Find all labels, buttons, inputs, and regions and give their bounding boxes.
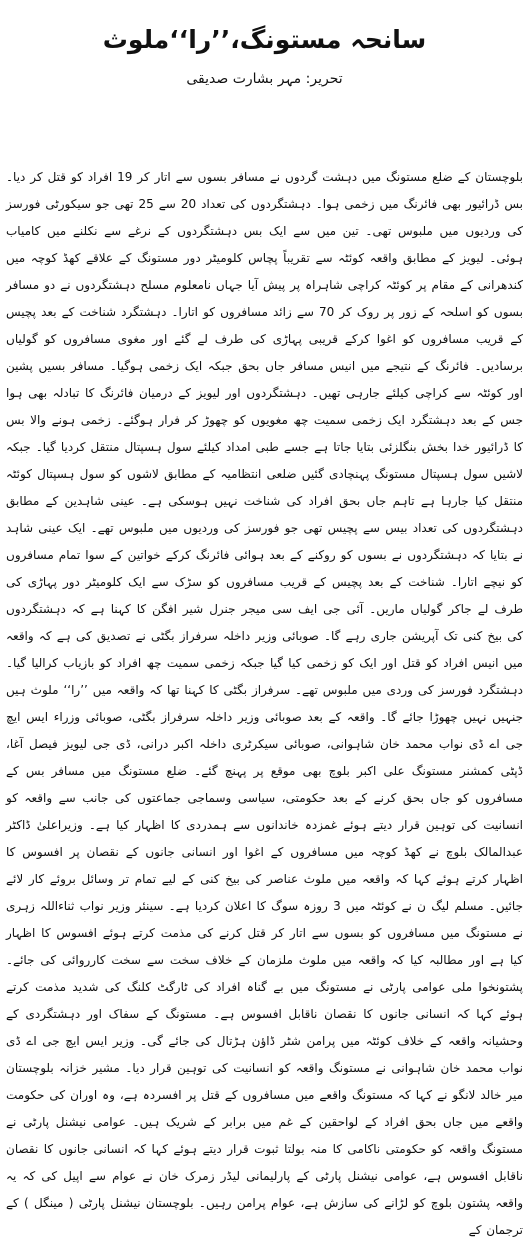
article-body (6, 164, 523, 1244)
article-headline: سانحہ مستونگ،’’را‘‘ملوث (102, 25, 427, 54)
article-byline: تحریر: مہر بشارت صدیقی (186, 71, 343, 87)
article-paragraph: بلوچستان کے ضلع مستونگ میں دہشت گردوں نے مسافر بسوں سے اتار کر 19 افراد کو قتل کر دیا۔ بس ڈرائیور بھی فائرنگ میں زخمی ہوا۔ دہشتگردوں کی تعداد 20 سے 25 تھی جو سیکورٹی فورسز کی وردیوں میں ملبوس تھی۔ تین میں سے ایک بس دہشتگردوں کے نرغے سے نکلنے میں کامیاب ہوئی۔ لیویز کے مطابق واقعہ کوئٹہ سے تقریباً پچاس کلومیٹر دور مستونگ کے علاقے کھڈ کوچہ میں کندھرانی کے مقام پر کوئٹہ کراچی شاہراہ پر پیش آیا جہاں نامعلوم مسلح دہشتگردوں نے دو مسافر بسوں کو اسلحہ کے زور پر روک کر 70 سے زائد مسافروں کو اتارا۔ دہشتگرد شناخت کے بعد پچیس کے قریب مسافروں کو اغوا کرکے قریبی پہاڑی کی طرف لے گئے اور مغوی مسافروں کو گولیاں برسادیں۔ فائرنگ کے نتیجے میں انیس مسافر جاں بحق جبکہ ایک زخمی ہوگیا۔ مسافر بسیں پشین اور کوئٹہ سے کراچی کیلئے جارہی تھیں۔ دہشتگردوں اور لیویز کے درمیان فائرنگ کا تبادلہ بھی ہوا جس کے بعد دہشتگرد ایک زخمی سمیت چھ مغویوں کو چھوڑ کر فرار ہوگئے۔ زخمی ہونے والا بس کا ڈرائیور خدا بخش بنگلزئی بتایا جاتا ہے جسے طبی امداد کیلئے سول ہسپتال منتقل کردیا گیا۔ جبکہ لاشیں سول ہسپتال مستونگ پہنچادی گئیں ضلعی انتظامیہ کے مطابق لاشوں کو سول ہسپتال کوئٹہ منتقل کیا جارہا ہے تاہم جاں بحق افراد کی شناخت نہیں ہوسکی ہے۔ عینی شاہدین کے مطابق دہشتگردوں کی تعداد بیس سے پچیس تھی جو فورسز کی وردیوں میں ملبوس تھے۔ ایک عینی شاہد نے بتایا کہ دہشتگردوں نے بسوں کو روکنے کے بعد ہوائی فائرنگ کرکے خواتین کے سوا تمام مسافروں کو نیچے اتارا۔ شناخت کے بعد پچیس کے قریب مسافروں کو سڑک سے ایک کلومیٹر دور پہاڑی کی طرف لے جاکر گولیاں ماریں۔ آئی جی ایف سی میجر جنرل شیر افگن کا کہنا ہے کہ دہشتگردوں کی بیخ کنی تک آپریشن جاری رہے گا۔ صوبائی وزیر داخلہ سرفراز بگٹی نے تصدیق کی ہے کہ واقعہ میں انیس افراد کو قتل اور ایک کو زخمی کیا گیا جبکہ زخمی سمیت چھ افراد کو بازیاب کرالیا گیا۔ دہشتگرد فورسز کی وردی میں ملبوس تھے۔ سرفراز بگٹی کا کہنا تھا کہ واقعہ میں ’’را‘‘ ملوث ہیں جنہیں نہیں چھوڑا جائے گا۔ واقعہ کے بعد صوبائی وزیر داخلہ سرفراز بگٹی، صوبائی وزراء ایس ایچ جی اے ڈی نواب محمد خان شاہوانی، صوبائی سیکرٹری داخلہ اکبر درانی، ڈی جی لیویز فیصل آغا، ڈپٹی کمشنر مستونگ علی اکبر بلوچ بھی موقع پر پہنچ گئے۔ ضلع مستونگ میں مسافر بس کے مسافروں کو جاں بحق کرنے کے بعد حکومتی، سیاسی وسماجی جماعتوں کی جانب سے واقعہ کو انسانیت کی توہین قرار دیتے ہوئے غمزدہ خاندانوں سے ہمدردی کا اظہار کیا ہے۔ وزیراعلیٰ ڈاکٹر عبدالمالک بلوچ نے کھڈ کوچہ میں مسافروں کے اغوا اور انسانی جانوں کے نقصان پر افسوس کا اظہار کرتے ہوئے کہا کہ واقعہ میں ملوث عناصر کی بیخ کنی کے لیے تمام تر وسائل بروئے کار لائے جائیں۔ مسلم لیگ ن نے کوئٹہ میں 3 روزہ سوگ کا اعلان کردیا ہے۔ سینئر وزیر نواب ثناءاللہ زہری نے مستونگ میں مسافروں کو بسوں سے اتار کر قتل کرنے کی مذمت کرتے ہوئے افسوس کا اظہار کیا ہے اور مطالبہ کیا کہ واقعہ میں ملوث ملزمان کے خلاف سخت سے سخت کارروائی کی جائے۔ پشتونخوا ملی عوامی پارٹی نے مستونگ میں بے گناہ افراد کی ٹارگٹ کلنگ کی شدید مذمت کرتے ہوئے کہا کہ انسانی جانوں کا نقصان ناقابل افسوس ہے۔ مستونگ کے سفاک اور دہشتگردی کے وحشیانہ واقعہ کے خلاف کوئٹہ میں پرامن شٹر ڈاؤن ہڑتال کی جائے گی۔ وزیر ایس ایچ جی اے ڈی نواب محمد خان شاہوانی نے مستونگ واقعہ کو انسانیت کی توہین قرار دیا۔ مشیر خزانہ بلوچستان میر خالد لانگو نے کہا کہ مستونگ واقعے میں مسافروں کے قتل پر افسردہ ہے، وہ اوران کی حکومت واقعے میں جاں بحق افراد کے لواحقین کے غم میں برابر کے شریک ہیں۔ عوامی نیشنل پارٹی نے مستونگ واقعہ کو حکومتی ناکامی کا منہ بولتا ثبوت قرار دیتے ہوئے کہا کہ انسانی جانوں کا نقصان ناقابل افسوس ہے، عوامی نیشنل پارٹی کے پارلیمانی لیڈر زمرک خان نے عوام سے اپیل کی کہ یہ واقعہ پشتون بلوچ کو لڑانے کی سازش ہے، عوام پرامن رہیں۔ بلوچستان نیشنل پارٹی ( مینگل ) کے ترجمان کے (6, 170, 523, 1237)
